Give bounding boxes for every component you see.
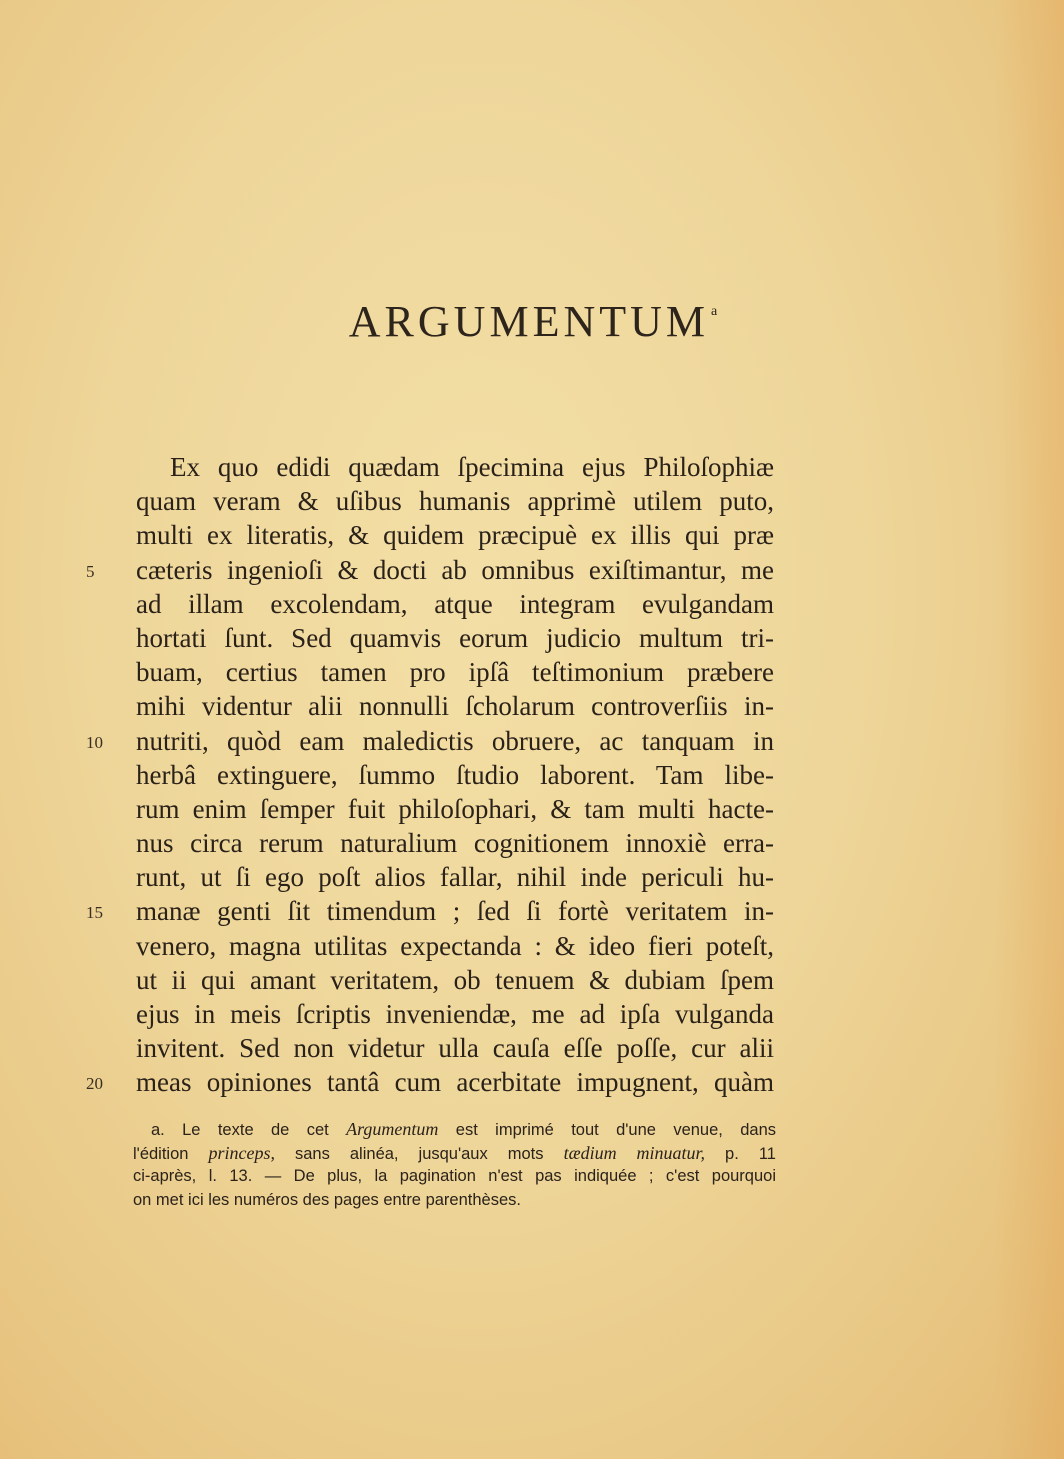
- footnote-italic-text: tædium minuatur,: [563, 1142, 706, 1163]
- text-line: [136, 1031, 774, 1065]
- page-edge-shading: [994, 0, 1064, 1459]
- text-line: [136, 484, 774, 518]
- line-text: quam veram & uſibus humanis apprimè utilem puto,: [136, 486, 774, 517]
- text-line: [136, 518, 774, 552]
- line-text: venero, magna utilitas expectanda : & ideo fieri poteſt,: [136, 930, 774, 961]
- footnote-line: [133, 1118, 776, 1142]
- footnote-line: [133, 1142, 776, 1166]
- text-line: [86, 724, 774, 758]
- line-text: manæ genti ſit timendum ; ſed ſi fortè veritatem in-: [136, 896, 774, 927]
- line-number: 15: [86, 903, 103, 923]
- text-line: [136, 655, 774, 689]
- text-line: [86, 553, 774, 587]
- footnote-text: sans alinéa, jusqu'aux mots: [274, 1144, 564, 1163]
- line-text: nutriti, quòd eam maledictis obruere, ac tanquam in: [136, 725, 774, 756]
- footnote-marker: a: [711, 304, 718, 319]
- text-line: [136, 689, 774, 723]
- line-text: meas opiniones tantâ cum acerbitate impugnent, quàm: [136, 1067, 774, 1098]
- footnote-line: ci-après, l. 13. — De plus, la pagination n'est pas indiquée ; c'est pourquoi: [133, 1167, 776, 1185]
- line-text: runt, ut ſi ego poſt alios fallar, nihil inde periculi hu-: [136, 862, 774, 893]
- line-text: nus circa rerum naturalium cognitionem innoxiè erra-: [136, 828, 774, 859]
- body-text: [86, 450, 774, 1100]
- footnote: [133, 1118, 776, 1212]
- line-number: 5: [86, 561, 95, 581]
- line-text: ut ii qui amant veritatem, ob tenuem & dubiam ſpem: [136, 964, 774, 995]
- page-title: [0, 296, 1064, 347]
- text-line: [136, 621, 774, 655]
- line-text: multi ex literatis, & quidem præcipuè ex illis qui præ: [136, 520, 774, 551]
- footnote-text: l'édition: [133, 1144, 209, 1163]
- text-line: [136, 450, 774, 484]
- footnote-text: a. Le texte de cet: [151, 1121, 347, 1139]
- line-text: ejus in meis ſcriptis inveniendæ, me ad ipſa vulganda: [136, 999, 774, 1029]
- text-line: [136, 587, 774, 621]
- text-line: [136, 826, 774, 860]
- text-line: [136, 792, 774, 826]
- line-text: Ex quo edidi quædam ſpecimina ejus Philoſophiæ: [170, 452, 774, 482]
- footnote-italic-text: Argumentum: [346, 1119, 439, 1139]
- text-line: [136, 758, 774, 792]
- text-line: [136, 963, 774, 997]
- line-text: cæteris ingenioſi & docti ab omnibus exiſtimantur, me: [136, 554, 774, 585]
- line-text: hortati ſunt. Sed quamvis eorum judicio multum tri-: [136, 622, 774, 653]
- text-line: [136, 997, 774, 1031]
- line-number: 10: [86, 732, 103, 752]
- title-text: ARGUMENTUM: [348, 297, 709, 346]
- text-line: [86, 894, 774, 928]
- line-text: buam, certius tamen pro ipſâ teſtimonium præbere: [136, 657, 774, 688]
- line-text: rum enim ſemper fuit philoſophari, & tam multi hacte-: [136, 793, 774, 824]
- text-line: [86, 1065, 774, 1099]
- footnote-line: on met ici les numéros des pages entre parenthèses.: [133, 1190, 521, 1209]
- text-line: [136, 929, 774, 963]
- line-number: 20: [86, 1074, 103, 1094]
- line-text: ad illam excolendam, atque integram evulgandam: [136, 588, 774, 619]
- line-text: invitent. Sed non videtur ulla cauſa eſſe poſſe, cur alii: [136, 1033, 774, 1064]
- footnote-text: p. 11: [705, 1144, 776, 1163]
- footnote-text: est imprimé tout d'une venue, dans: [438, 1121, 776, 1139]
- line-text: mihi videntur alii nonnulli ſcholarum controverſiis in-: [136, 691, 774, 722]
- line-text: herbâ extinguere, ſummo ſtudio laborent. Tam libe-: [136, 759, 774, 790]
- footnote-italic-text: princeps,: [208, 1142, 275, 1163]
- text-line: [136, 860, 774, 894]
